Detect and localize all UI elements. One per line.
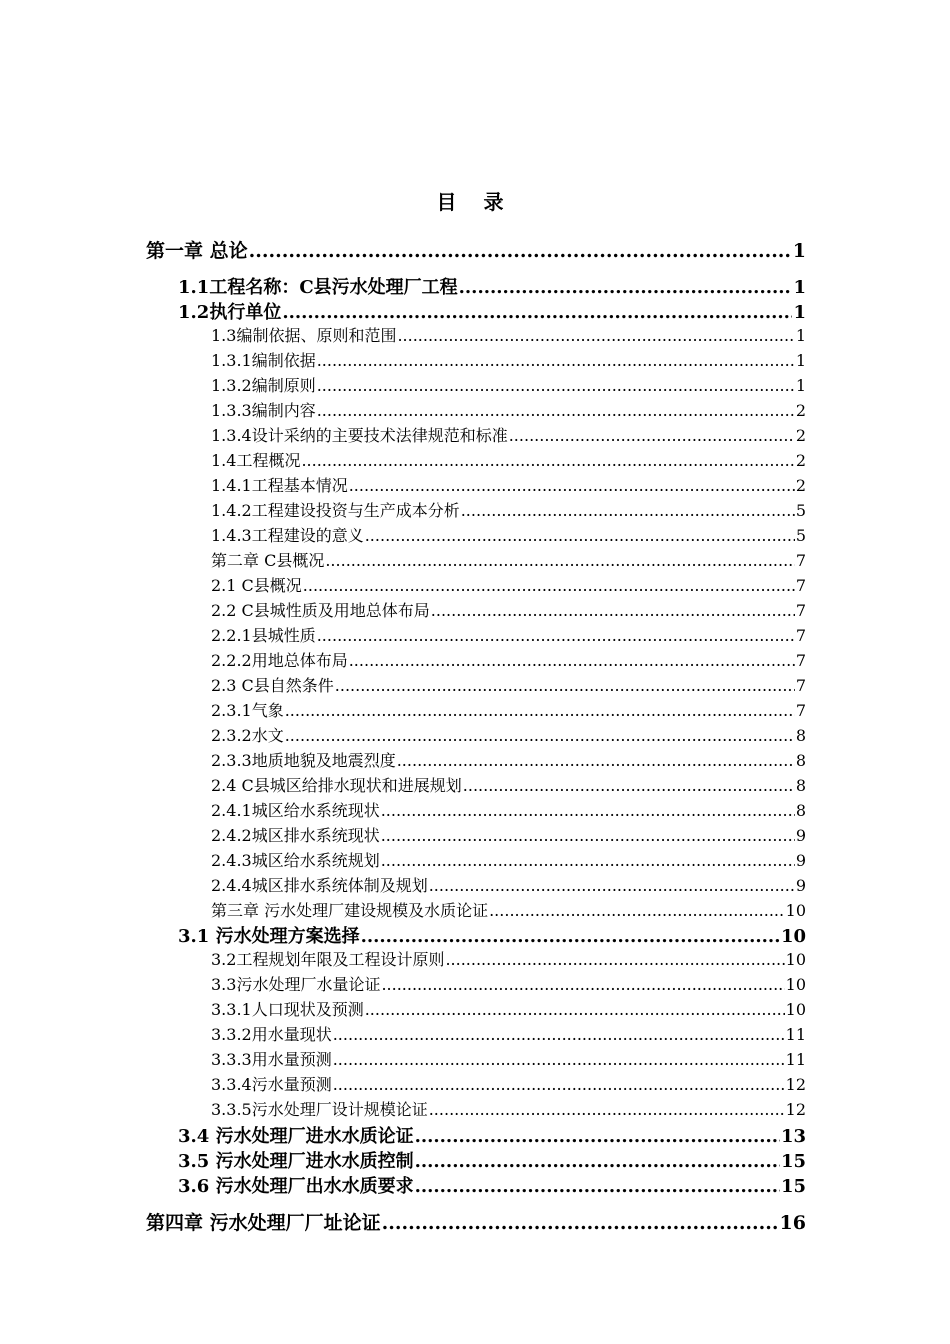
toc-entry-page-number: 2 <box>795 451 806 470</box>
toc-entry-page-number: 7 <box>795 551 806 570</box>
toc-entry-page-number: 7 <box>795 651 806 670</box>
toc-leader-dots <box>381 801 795 820</box>
toc-entry-page-number: 1 <box>795 326 806 345</box>
toc-entry-page-number: 10 <box>785 1000 806 1019</box>
toc-leader-dots <box>333 1025 785 1044</box>
toc-entry[interactable] <box>211 698 806 721</box>
toc-leader-dots <box>429 876 795 895</box>
toc-leader-dots <box>431 601 795 620</box>
toc-entry-label: 1.4工程概况 <box>211 451 301 470</box>
toc-leader-dots <box>317 376 795 395</box>
toc-leader-dots <box>249 240 792 262</box>
toc-leader-dots <box>301 451 794 470</box>
toc-leader-dots <box>509 426 795 445</box>
toc-entry-label: 2.4.2城区排水系统现状 <box>211 826 380 845</box>
toc-entry-page-number: 8 <box>795 751 806 770</box>
toc-entry-label: 3.6 污水处理厂出水水质要求 <box>178 1176 414 1197</box>
toc-entry-page-number: 15 <box>780 1151 806 1172</box>
toc-leader-dots <box>381 975 784 994</box>
toc-leader-dots <box>317 626 795 645</box>
toc-entry[interactable] <box>178 1172 806 1198</box>
toc-entry[interactable] <box>178 1147 806 1173</box>
toc-leader-dots <box>335 676 795 695</box>
toc-entry-label: 3.4 污水处理厂进水水质论证 <box>178 1126 414 1147</box>
toc-entry-page-number: 1 <box>793 277 806 298</box>
toc-entry-label: 2.2 C县城性质及用地总体布局 <box>211 601 430 620</box>
toc-entry-page-number: 7 <box>795 701 806 720</box>
toc-entry-label: 3.3污水处理厂水量论证 <box>211 975 381 994</box>
toc-entry-label: 2.4.3城区给水系统规划 <box>211 851 380 870</box>
toc-entry[interactable] <box>211 648 806 671</box>
toc-entry[interactable] <box>146 1208 806 1235</box>
toc-entry-label: 第四章 污水处理厂厂址论证 <box>146 1212 381 1234</box>
toc-entry[interactable] <box>211 423 806 446</box>
toc-entry-label: 2.2.1县城性质 <box>211 626 316 645</box>
toc-entry-page-number: 10 <box>785 901 806 920</box>
toc-entry-label: 2.3.3地质地貌及地震烈度 <box>211 751 396 770</box>
toc-entry-label: 2.2.2用地总体布局 <box>211 651 348 670</box>
toc-entry[interactable] <box>211 573 806 596</box>
toc-entry-page-number: 1 <box>795 376 806 395</box>
toc-entry-page-number: 1 <box>792 240 806 262</box>
toc-entry[interactable] <box>211 823 806 846</box>
toc-entry[interactable] <box>211 773 806 796</box>
toc-leader-dots <box>397 326 794 345</box>
toc-leader-dots <box>429 1100 785 1119</box>
toc-leader-dots <box>381 851 795 870</box>
toc-leader-dots <box>349 651 795 670</box>
toc-entry-page-number: 13 <box>780 1126 806 1147</box>
toc-entry-label: 2.4.1城区给水系统现状 <box>211 801 380 820</box>
toc-leader-dots <box>382 1212 779 1234</box>
toc-entry[interactable] <box>211 1047 806 1070</box>
toc-entry[interactable] <box>211 373 806 396</box>
toc-entry-label: 1.3.2编制原则 <box>211 376 316 395</box>
toc-entry-page-number: 9 <box>795 826 806 845</box>
toc-entry[interactable] <box>211 972 806 995</box>
toc-entry-page-number: 7 <box>795 626 806 645</box>
toc-leader-dots <box>317 401 795 420</box>
toc-leader-dots <box>397 751 795 770</box>
toc-leader-dots <box>303 576 795 595</box>
toc-entry-page-number: 10 <box>785 975 806 994</box>
toc-leader-dots <box>461 501 795 520</box>
toc-entry-page-number: 10 <box>780 926 806 947</box>
toc-entry-label: 1.2执行单位 <box>178 302 282 323</box>
toc-entry-label: 第三章 污水处理厂建设规模及水质论证 <box>211 901 489 920</box>
toc-entry[interactable] <box>211 623 806 646</box>
toc-entry[interactable] <box>178 922 806 948</box>
toc-entry[interactable] <box>211 323 806 346</box>
toc-entry-label: 1.3.4设计采纳的主要技术法律规范和标准 <box>211 426 508 445</box>
toc-entry[interactable] <box>211 873 806 896</box>
toc-leader-dots <box>381 826 795 845</box>
toc-entry-label: 3.5 污水处理厂进水水质控制 <box>178 1151 414 1172</box>
toc-entry[interactable] <box>178 298 806 324</box>
toc-leader-dots <box>415 1126 780 1147</box>
toc-leader-dots <box>415 1176 780 1197</box>
toc-leader-dots <box>285 701 795 720</box>
toc-entry-page-number: 8 <box>795 801 806 820</box>
toc-entry[interactable] <box>211 473 806 496</box>
toc-entry-label: 1.3.3编制内容 <box>211 401 316 420</box>
toc-entry-label: 1.4.2工程建设投资与生产成本分析 <box>211 501 460 520</box>
toc-entry-page-number: 2 <box>795 426 806 445</box>
toc-entry[interactable] <box>211 898 806 921</box>
toc-entry[interactable] <box>211 1097 806 1120</box>
toc-leader-dots <box>361 926 780 947</box>
toc-entry[interactable] <box>211 398 806 421</box>
toc-entry-page-number: 11 <box>785 1025 806 1044</box>
toc-entry-page-number: 5 <box>795 526 806 545</box>
toc-entry-page-number: 8 <box>795 776 806 795</box>
toc-entry-page-number: 12 <box>785 1075 806 1094</box>
toc-entry-label: 1.1工程名称：C县污水处理厂工程 <box>178 277 458 298</box>
toc-entry-label: 第二章 C县概况 <box>211 551 325 570</box>
toc-entry[interactable] <box>178 1122 806 1148</box>
toc-title: 目 录 <box>436 190 514 214</box>
toc-entry-page-number: 1 <box>795 351 806 370</box>
toc-entry[interactable] <box>211 723 806 746</box>
toc-leader-dots <box>365 1000 785 1019</box>
toc-leader-dots <box>445 950 784 969</box>
toc-entry-page-number: 2 <box>795 401 806 420</box>
toc-entry[interactable] <box>211 673 806 696</box>
toc-leader-dots <box>463 776 795 795</box>
toc-entry-page-number: 9 <box>795 851 806 870</box>
toc-entry-label: 3.1 污水处理方案选择 <box>178 926 360 947</box>
toc-leader-dots <box>325 551 794 570</box>
toc-entry-label: 3.3.2用水量现状 <box>211 1025 332 1044</box>
toc-entry[interactable] <box>211 1072 806 1095</box>
toc-leader-dots <box>459 277 793 298</box>
toc-leader-dots <box>489 901 785 920</box>
toc-leader-dots <box>317 351 795 370</box>
toc-entry[interactable] <box>211 548 806 571</box>
toc-entry-label: 2.3.1气象 <box>211 701 284 720</box>
toc-entry-page-number: 7 <box>795 576 806 595</box>
toc-leader-dots <box>333 1050 785 1069</box>
toc-entry[interactable] <box>211 947 806 970</box>
toc-entry-page-number: 1 <box>793 302 806 323</box>
toc-entry-label: 2.1 C县概况 <box>211 576 302 595</box>
toc-entry[interactable] <box>211 848 806 871</box>
toc-entry-label: 3.2工程规划年限及工程设计原则 <box>211 950 445 969</box>
toc-leader-dots <box>365 526 795 545</box>
toc-entry-page-number: 2 <box>795 476 806 495</box>
toc-entry[interactable] <box>211 798 806 821</box>
toc-entry[interactable] <box>178 273 806 299</box>
toc-entry-label: 2.3.2水文 <box>211 726 284 745</box>
toc-entry-label: 2.4 C县城区给排水现状和进展规划 <box>211 776 462 795</box>
toc-entry-label: 1.3.1编制依据 <box>211 351 316 370</box>
toc-entry[interactable] <box>211 1022 806 1045</box>
toc-entry[interactable] <box>211 997 806 1020</box>
toc-leader-dots <box>415 1151 780 1172</box>
toc-leader-dots <box>285 726 795 745</box>
toc-entry-label: 3.3.3用水量预测 <box>211 1050 332 1069</box>
toc-entry-label: 第一章 总论 <box>146 240 248 262</box>
toc-entry-label: 1.4.3工程建设的意义 <box>211 526 364 545</box>
toc-entry[interactable] <box>211 523 806 546</box>
toc-entry-page-number: 9 <box>795 876 806 895</box>
toc-entry-page-number: 7 <box>795 676 806 695</box>
toc-entry[interactable] <box>211 448 806 471</box>
toc-entry[interactable] <box>211 348 806 371</box>
toc-leader-dots <box>333 1075 785 1094</box>
toc-entry-label: 2.3 C县自然条件 <box>211 676 334 695</box>
toc-entry[interactable] <box>146 236 806 263</box>
toc-entry-page-number: 7 <box>795 601 806 620</box>
toc-entry-label: 1.4.1工程基本情况 <box>211 476 348 495</box>
toc-entry-label: 3.3.4污水量预测 <box>211 1075 332 1094</box>
toc-entry-page-number: 11 <box>785 1050 806 1069</box>
toc-entry-page-number: 5 <box>795 501 806 520</box>
toc-entry-page-number: 10 <box>785 950 806 969</box>
toc-entry-label: 3.3.5污水处理厂设计规模论证 <box>211 1100 428 1119</box>
toc-entry-page-number: 16 <box>779 1212 806 1234</box>
toc-leader-dots <box>282 302 792 323</box>
toc-entry-page-number: 8 <box>795 726 806 745</box>
toc-entry[interactable] <box>211 748 806 771</box>
toc-entry-label: 2.4.4城区排水系统体制及规划 <box>211 876 428 895</box>
toc-entry[interactable] <box>211 498 806 521</box>
toc-entry-label: 3.3.1人口现状及预测 <box>211 1000 364 1019</box>
toc-entry[interactable] <box>211 598 806 621</box>
toc-entry-label: 1.3编制依据、原则和范围 <box>211 326 397 345</box>
toc-entry-page-number: 12 <box>785 1100 806 1119</box>
toc-leader-dots <box>349 476 795 495</box>
toc-entry-page-number: 15 <box>780 1176 806 1197</box>
